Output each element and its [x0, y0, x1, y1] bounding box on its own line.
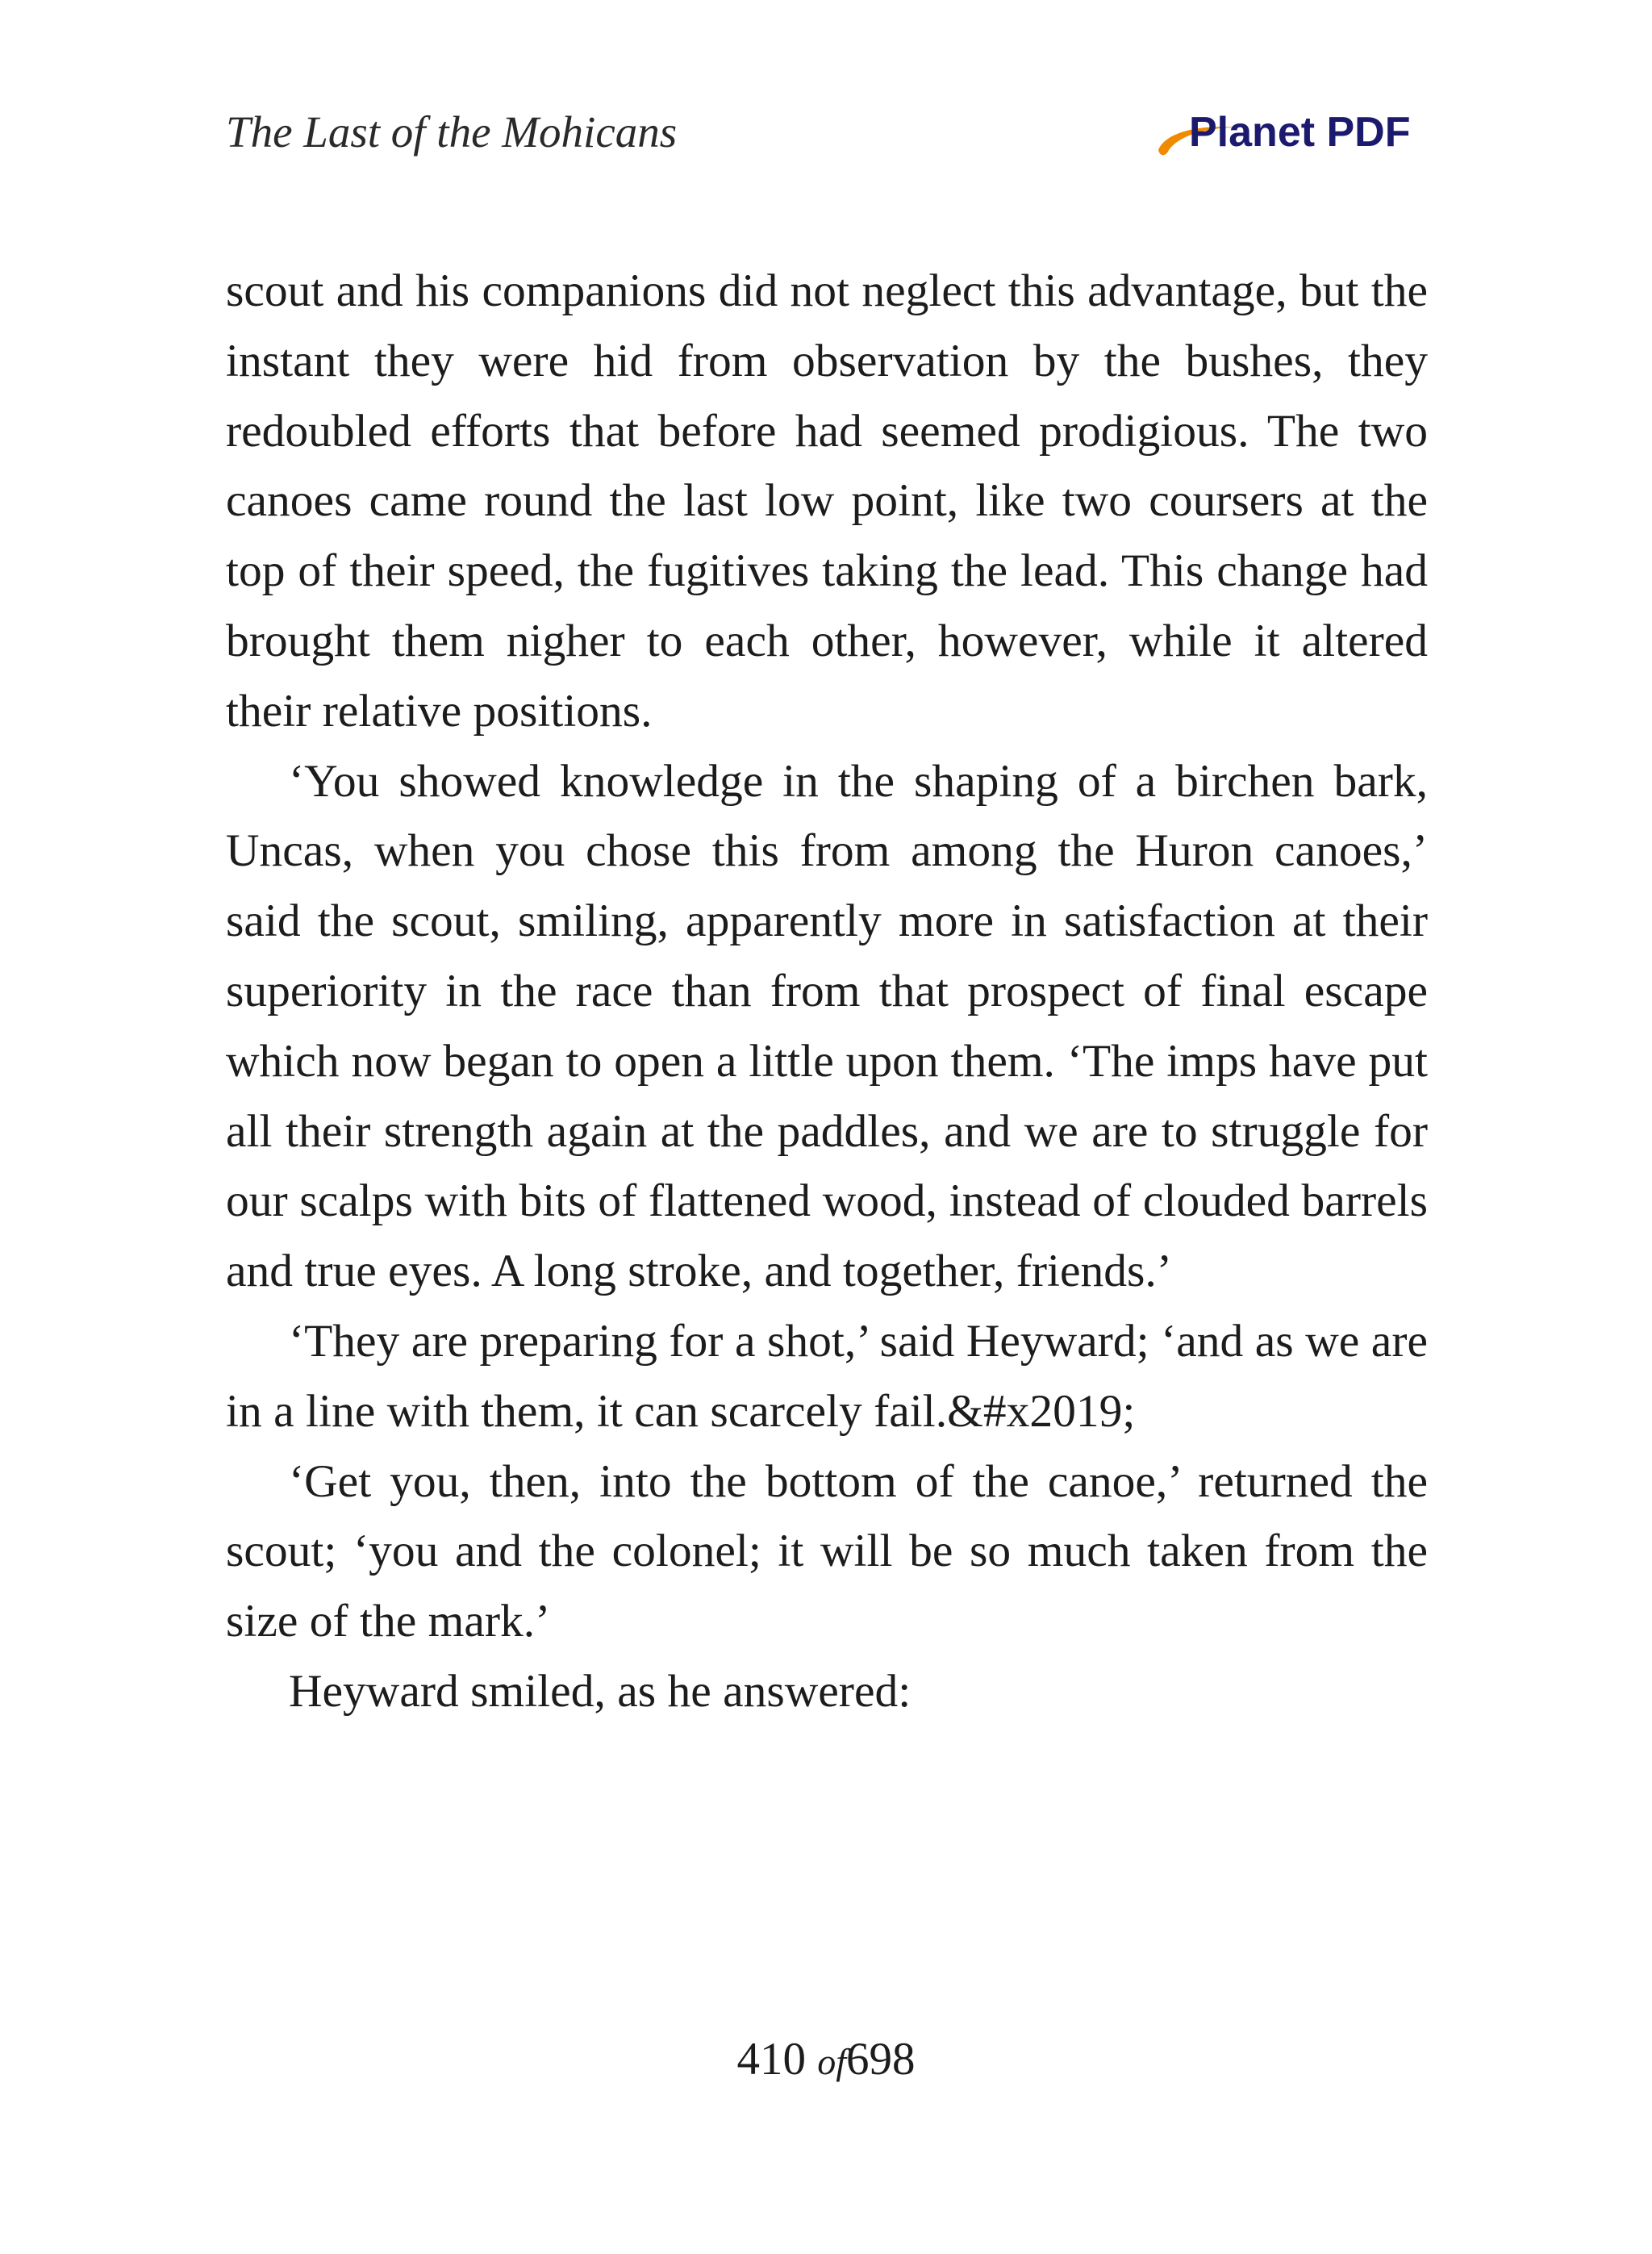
- page-of-label: of: [817, 2041, 847, 2082]
- paragraph: Heyward smiled, as he answered:: [289, 1665, 912, 1717]
- paragraph: ‘They are preparing for a shot,’ said Heyward; ‘and as we are in a line with them, it can scarcely fail.&#x2019;: [226, 1315, 1428, 1437]
- body-text: [226, 257, 1428, 1727]
- paragraph: scout and his companions did not neglect this advantage, but the instant they were hid from observation by the bushes, they redoubled efforts that before had seemed prodigious. The two canoes came round the last low point, like two coursers at the top of their speed, the fugitives taking the lead. This change had brought them nigher to each other, however, while it altered their relative positions.: [226, 265, 1428, 737]
- paragraph: ‘You showed knowledge in the shaping of a birchen bark, Uncas, when you chose this from among the Huron canoes,’ said the scout, smiling, apparently more in satisfaction at their superiority in the race than from that prospect of final escape which now began to open a little upon them. ‘The imps have put all their strength again at the paddles, and we are to struggle for our scalps with bits of flattened wood, instead of clouded barrels and true eyes. A long stroke, and together, friends.’: [226, 755, 1428, 1297]
- paragraph: ‘Get you, then, into the bottom of the canoe,’ returned the scout; ‘you and the colonel; it will be so much taken from the size of the mark.’: [226, 1455, 1428, 1647]
- page-header: [226, 103, 1428, 184]
- current-page-number: 410: [736, 2034, 806, 2085]
- total-pages-number: 698: [846, 2034, 916, 2085]
- planet-pdf-logo: [1153, 103, 1428, 168]
- logo-text: Planet PDF: [1189, 109, 1411, 156]
- book-title: The Last of the Mohicans: [226, 107, 678, 157]
- page-number: [0, 2033, 1652, 2085]
